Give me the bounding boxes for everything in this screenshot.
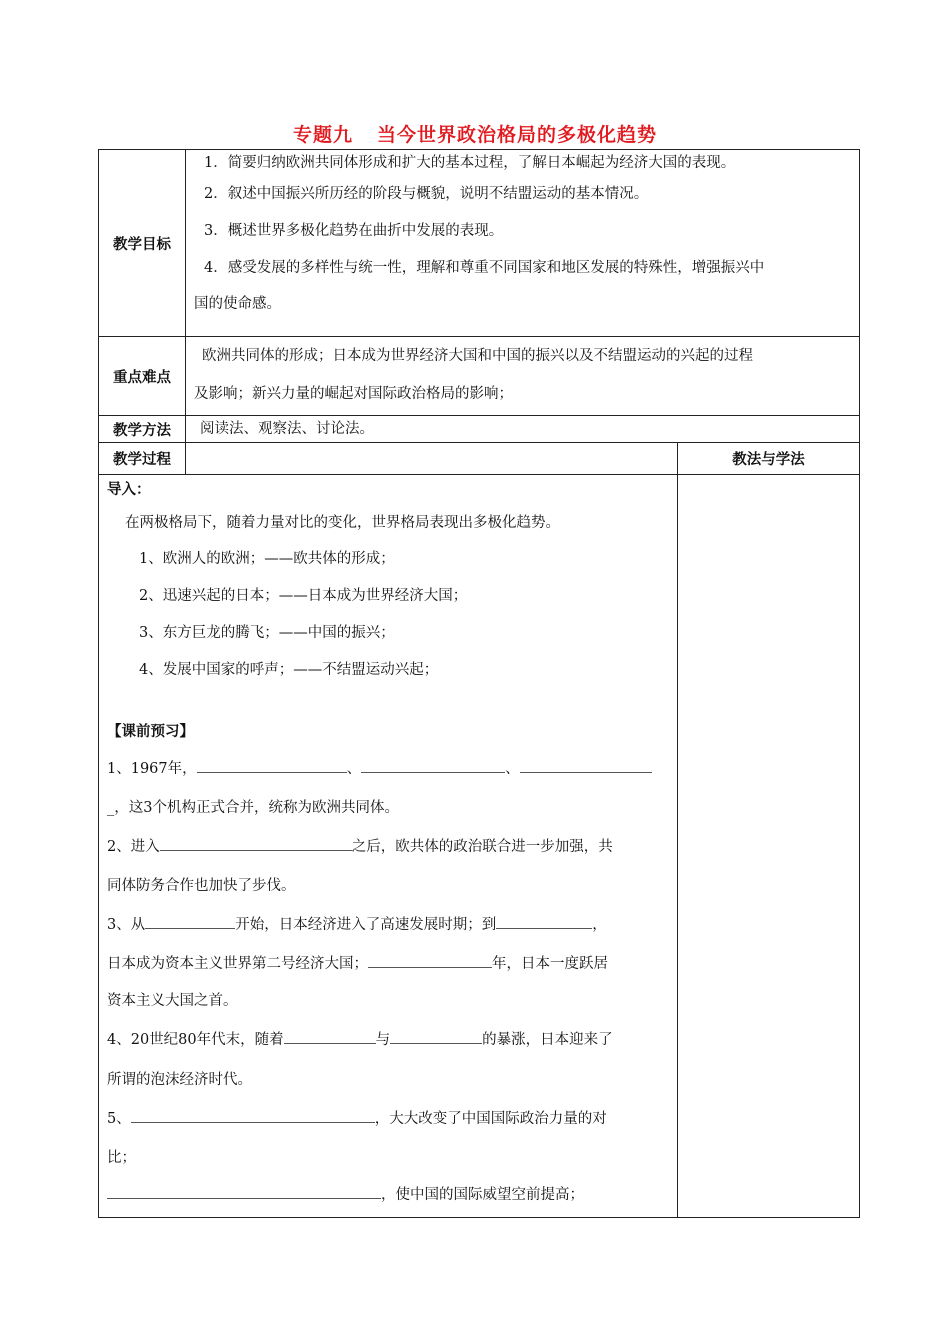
preview-heading: 【课前预习】 <box>107 724 194 740</box>
answer-blank[interactable] <box>145 914 235 929</box>
answer-blank[interactable] <box>361 758 505 773</box>
goal-item: 1．简要归纳欧洲共同体形成和扩大的基本过程，了解日本崛起为经济大国的表现。 <box>204 155 736 171</box>
document-title <box>0 120 950 147</box>
goal-item: 4．感受发展的多样性与统一性，理解和尊重不同国家和地区发展的特殊性，增强振兴中 <box>204 260 765 276</box>
method-text: 阅读法、观察法、讨论法。 <box>186 416 860 443</box>
preview-question-3-end: 资本主义大国之首。 <box>107 993 238 1009</box>
goals-row <box>99 150 860 337</box>
key-points-label: 重点难点 <box>99 337 186 416</box>
goals-label: 教学目标 <box>99 150 186 337</box>
key-points-line: 及影响；新兴力量的崛起对国际政治格局的影响； <box>194 386 513 402</box>
preview-question-4-cont: 所谓的泡沫经济时代。 <box>107 1072 252 1088</box>
answer-blank[interactable] <box>131 1108 375 1123</box>
answer-blank[interactable] <box>284 1029 376 1044</box>
answer-blank[interactable] <box>197 758 347 773</box>
process-blank-cell <box>186 443 678 475</box>
intro-item: 4、发展中国家的呼声；——不结盟运动兴起； <box>139 662 439 678</box>
preview-question-5-line2: ，使中国的国际威望空前提高； <box>107 1177 669 1213</box>
title-topic-name: 当今世界政治格局的多极化趋势 <box>377 124 658 146</box>
preview-question-1-cont: _，这3个机构正式合并，统称为欧洲共同体。 <box>107 800 399 816</box>
preview-question-2-cont: 同体防务合作也加快了步伐。 <box>107 878 296 894</box>
lesson-plan-table <box>98 149 860 1218</box>
answer-blank[interactable] <box>520 758 652 773</box>
intro-heading: 导入： <box>107 482 151 498</box>
intro-item: 3、东方巨龙的腾飞；——中国的振兴； <box>139 625 395 641</box>
preview-question-3: 3、从 开始，日本经济进入了高速发展时期；到 ， <box>107 905 669 945</box>
answer-blank[interactable] <box>496 914 592 929</box>
method-column-header: 教法与学法 <box>678 443 860 475</box>
method-notes-cell <box>678 475 860 1218</box>
key-points-cell <box>186 337 860 416</box>
key-points-line: 欧洲共同体的形成；日本成为世界经济大国和中国的振兴以及不结盟运动的兴起的过程 <box>202 348 753 364</box>
process-content <box>99 475 678 1218</box>
preview-question-4: 4、20世纪80年代末，随着 与 的暴涨，日本迎来了 <box>107 1019 669 1061</box>
answer-blank[interactable] <box>107 1184 381 1199</box>
preview-question-5: 5、 ，大大改变了中国国际政治力量的对 <box>107 1099 669 1139</box>
goal-item: 3．概述世界多极化趋势在曲折中发展的表现。 <box>204 223 504 239</box>
intro-item: 1、欧洲人的欧洲；——欧共体的形成； <box>139 551 395 567</box>
key-points-row <box>99 337 860 416</box>
preview-question-3-cont: 日本成为资本主义世界第二号经济大国； 年，日本一度跃居 <box>107 945 669 983</box>
title-topic-number: 专题九 <box>292 124 353 146</box>
goal-item-continuation: 国的使命感。 <box>194 296 281 312</box>
preview-question-2: 2、进入 之后，欧共体的政治联合进一步加强，共 <box>107 827 669 867</box>
answer-blank[interactable] <box>390 1029 482 1044</box>
intro-item: 2、迅速兴起的日本；——日本成为世界经济大国； <box>139 588 468 604</box>
intro-text: 在两极格局下，随着力量对比的变化，世界格局表现出多极化趋势。 <box>125 515 560 531</box>
answer-blank[interactable] <box>368 953 492 968</box>
process-header-row <box>99 443 860 475</box>
process-body-row <box>99 475 860 1218</box>
process-label: 教学过程 <box>99 443 186 475</box>
goal-item: 2．叙述中国振兴所历经的阶段与概貌，说明不结盟运动的基本情况。 <box>204 186 649 202</box>
method-row <box>99 416 860 443</box>
method-label: 教学方法 <box>99 416 186 443</box>
answer-blank[interactable] <box>160 836 352 851</box>
preview-question-5-cont: 比； <box>107 1150 136 1166</box>
goals-cell <box>186 150 860 337</box>
preview-question-1: 1、1967年， 、 、 <box>107 749 669 789</box>
